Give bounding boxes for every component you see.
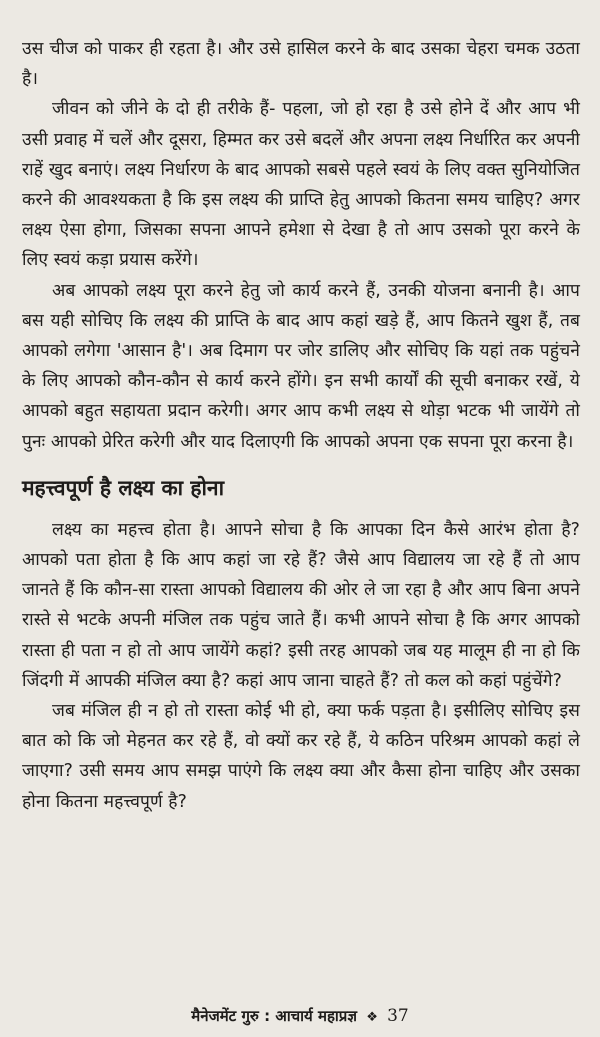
paragraph-continuation: उस चीज को पाकर ही रहता है। और उसे हासिल करने के बाद उसका चेहरा चमक उठता है। [22,39,580,90]
footer-book-title: मैनेजमेंट गुरु : आचार्य महाप्रज्ञ [191,1007,357,1025]
page-number: 37 [387,1006,409,1026]
paragraph-importance-of-goal: लक्ष्य का महत्त्व होता है। आपने सोचा है कि आपका दिन कैसे आरंभ होता है? आपको पता होता है कि आप कहां जा रहे हैं? जैसे आप विद्यालय जा रहे हैं तो आप जानते हैं कि कौन-सा रास्ता आपको विद्यालय की ओर ले जा रहा है और आप बिना अपने रास्ते से भटके अपनी मंजिल तक पहुंच जाते हैं। कभी आपने सोचा है कि अगर आपको रास्ता ही पता न हो तो आप जायेंगे कहां? इसी तरह आपको जब यह मालूम ही ना हो कि जिंदगी में आपकी मंजिल क्या है? कहां आप जाना चाहते हैं? तो कल को कहां पहुंचेंगे? [22,519,580,691]
section-heading: महत्त्वपूर्ण है लक्ष्य का होना [22,475,225,500]
paragraph-work-plan: अब आपको लक्ष्य पूरा करने हेतु जो कार्य करने हैं, उनकी योजना बनानी है। आप बस यही सोचिए कि लक्ष्य की प्राप्ति के बाद आप कहां खड़े हैं, आप कितने खुश हैं, तब आपको लगेगा 'आसान है'। अब दिमाग पर जोर डालिए और सोचिए कि यहां तक पहुंचने के लिए आपको कौन-कौन से कार्य करने होंगे। इन सभी कार्यों की सूची बनाकर रखें, ये आपको बहुत सहायता प्रदान करेगी। अगर आप कभी लक्ष्य से थोड़ा भटक भी जायेंगे तो पुनः आपको प्रेरित करेगी और याद दिलाएगी कि आपको अपना एक सपना पूरा करना है। [22,280,580,452]
paragraph-destination: जब मंजिल ही न हो तो रास्ता कोई भी हो, क्या फर्क पड़ता है। इसीलिए सोचिए इस बात को कि जो मेहनत कर रहे हैं, वो क्यों कर रहे हैं, ये कठिन परिश्रम आपको कहां ले जाएगा? उसी समय आप समझ पाएंगे कि लक्ष्य क्या और कैसा होना चाहिए और उसका होना कितना महत्त्वपूर्ण है? [22,701,580,812]
footer-separator-icon: ❖ [366,1010,378,1025]
paragraph-two-ways-of-life: जीवन को जीने के दो ही तरीके हैं- पहला, जो हो रहा है उसे होने दें और आप भी उसी प्रवाह में चलें और दूसरा, हिम्मत कर उसे बदलें और अपना लक्ष्य निर्धारित कर अपनी राहें खुद बनाएं। लक्ष्य निर्धारण के बाद आपको सबसे पहले स्वयं के लिए वक्त सुनियोजित करने की आवश्यकता है कि इस लक्ष्य की प्राप्ति हेतु आपको कितना समय चाहिए? अगर लक्ष्य ऐसा होगा, जिसका सपना आपने हमेशा से देखा है तो आप उसको पूरा करने के लिए स्वयं कड़ा प्रयास करेंगे। [22,99,580,271]
page-footer [0,1005,600,1029]
